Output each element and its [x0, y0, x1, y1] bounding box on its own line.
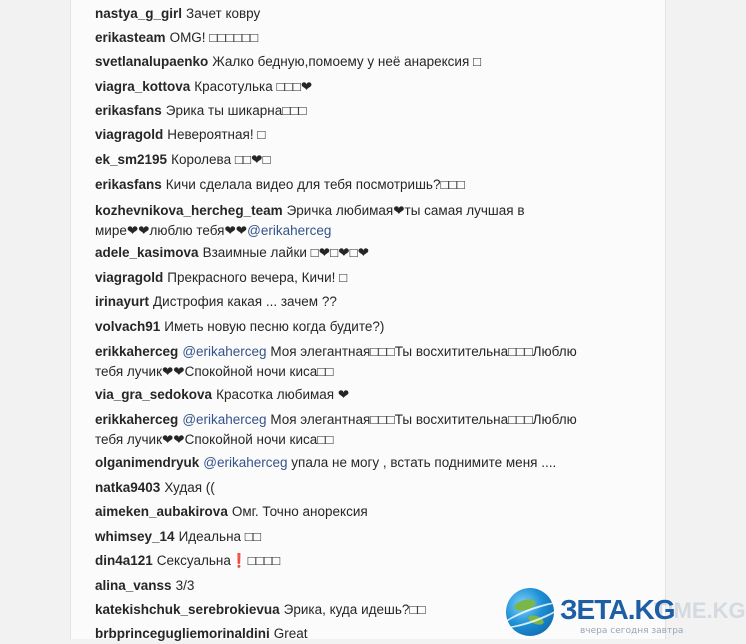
- comment-text: Иметь новую песню когда будите?): [164, 319, 385, 334]
- comment-username[interactable]: irinayurt: [95, 294, 150, 309]
- comment-username[interactable]: erikasfans: [95, 103, 162, 118]
- comment-item: [95, 551, 635, 571]
- comment-mention[interactable]: @erikaherceg: [182, 412, 267, 427]
- comment-item: [95, 385, 635, 405]
- comment-text: Моя элегантная□□□Ты восхитительна□□□Люблю: [266, 344, 577, 359]
- comment-text-line2: тебя лучик❤❤Спокойной ночи киса□□: [95, 364, 334, 379]
- comment-item: [95, 150, 635, 170]
- comment-text: Дистрофия какая ... зачем ??: [153, 294, 337, 309]
- comment-mention[interactable]: @erikaherceg: [182, 344, 267, 359]
- globe-logo-icon: [506, 588, 554, 636]
- comment-item: [95, 201, 635, 241]
- comment-item: [95, 527, 635, 547]
- comment-username[interactable]: alina_vanss: [95, 578, 172, 593]
- comment-text: Эрика, куда идешь?□□: [283, 602, 426, 617]
- comment-item: [95, 28, 635, 48]
- comment-mention[interactable]: @erikaherceg: [203, 455, 288, 470]
- comment-username[interactable]: erikasteam: [95, 30, 166, 45]
- comment-item: [95, 410, 635, 450]
- comment-text: Идеальна □□: [178, 529, 262, 544]
- comment-text: OMG! □□□□□□: [169, 30, 259, 45]
- comment-text-line2: мире❤❤люблю тебя❤❤: [95, 223, 248, 238]
- comment-text: 3/3: [175, 578, 195, 593]
- comment-username[interactable]: viagragold: [95, 127, 164, 142]
- comment-text-line2: тебя лучик❤❤Спокойной ночи киса□□: [95, 432, 334, 447]
- comment-username[interactable]: adele_kasimova: [95, 245, 199, 260]
- comment-username[interactable]: erikkaherceg: [95, 412, 179, 427]
- comment-text: Красотулька □□□❤: [194, 79, 313, 94]
- comment-text: Красотка любимая ❤: [216, 387, 350, 402]
- comment-username[interactable]: via_gra_sedokova: [95, 387, 213, 402]
- site-watermark: [506, 582, 746, 639]
- comments-panel: [70, 0, 666, 639]
- comment-username[interactable]: whimsey_14: [95, 529, 175, 544]
- comment-item: [95, 502, 635, 522]
- comment-text: Кичи сделала видео для тебя посмотришь?□□□: [165, 177, 465, 192]
- comment-username[interactable]: erikasfans: [95, 177, 162, 192]
- comment-text: Худая ((: [164, 480, 215, 495]
- comment-text: Невероятная! □: [167, 127, 266, 142]
- comment-text: Взаимные лайки □❤□❤□❤: [202, 245, 370, 260]
- comment-text: Эричка любимая❤ты самая лучшая в: [286, 203, 525, 218]
- comment-username[interactable]: ek_sm2195: [95, 152, 168, 167]
- comment-item: [95, 125, 635, 145]
- comment-username[interactable]: svetlanalupaenko: [95, 54, 209, 69]
- watermark-brand-light: TIME.KG: [654, 598, 746, 623]
- comment-text: Зачет ковру: [186, 6, 261, 21]
- comment-text: Прекрасного вечера, Кичи! □: [167, 270, 348, 285]
- comment-username[interactable]: olganimendryuk: [95, 455, 200, 470]
- watermark-brand: ЗЕТА.KG: [560, 594, 675, 625]
- comment-username[interactable]: brbprincegugliemorinaldini: [95, 626, 270, 641]
- comment-username[interactable]: natka9403: [95, 480, 161, 495]
- comment-item: [95, 52, 635, 72]
- comment-username[interactable]: viagra_kottova: [95, 79, 191, 94]
- comment-item: [95, 101, 635, 121]
- comment-item: [95, 478, 635, 498]
- comment-username[interactable]: nastya_g_girl: [95, 6, 183, 21]
- comment-text: упала не могу , встать поднимите меня ....: [287, 455, 557, 470]
- comment-item: [95, 317, 635, 337]
- comment-username[interactable]: kozhevnikova_hercheg_team: [95, 203, 283, 218]
- comment-item: [95, 175, 635, 195]
- comment-username[interactable]: aimeken_aubakirova: [95, 504, 228, 519]
- comment-text: Королева □□❤□: [171, 152, 271, 167]
- comment-item: [95, 453, 635, 473]
- comment-username[interactable]: volvach91: [95, 319, 161, 334]
- comment-item: [95, 292, 635, 312]
- comment-item: [95, 342, 635, 382]
- watermark-tagline: вчера сегодня завтра: [580, 626, 684, 636]
- comment-text: Омг. Точно анорексия: [231, 504, 368, 519]
- comment-item: [95, 243, 635, 263]
- comment-username[interactable]: erikkaherceg: [95, 344, 179, 359]
- comment-text: Моя элегантная□□□Ты восхитительна□□□Люблю: [266, 412, 577, 427]
- comment-username[interactable]: din4a121: [95, 553, 153, 568]
- comment-item: [95, 268, 635, 288]
- comment-text: Сексуальна❗□□□□: [156, 553, 281, 568]
- comment-text: Жалко бедную,помоему у неё анарексия □: [212, 54, 482, 69]
- comment-text: Great: [273, 626, 308, 641]
- comment-item: [95, 4, 635, 24]
- comment-username[interactable]: katekishchuk_serebrokievua: [95, 602, 280, 617]
- comment-text: Эрика ты шикарна□□□: [165, 103, 307, 118]
- comment-mention[interactable]: @erikaherceg: [247, 223, 332, 238]
- comment-item: [95, 77, 635, 97]
- comment-username[interactable]: viagragold: [95, 270, 164, 285]
